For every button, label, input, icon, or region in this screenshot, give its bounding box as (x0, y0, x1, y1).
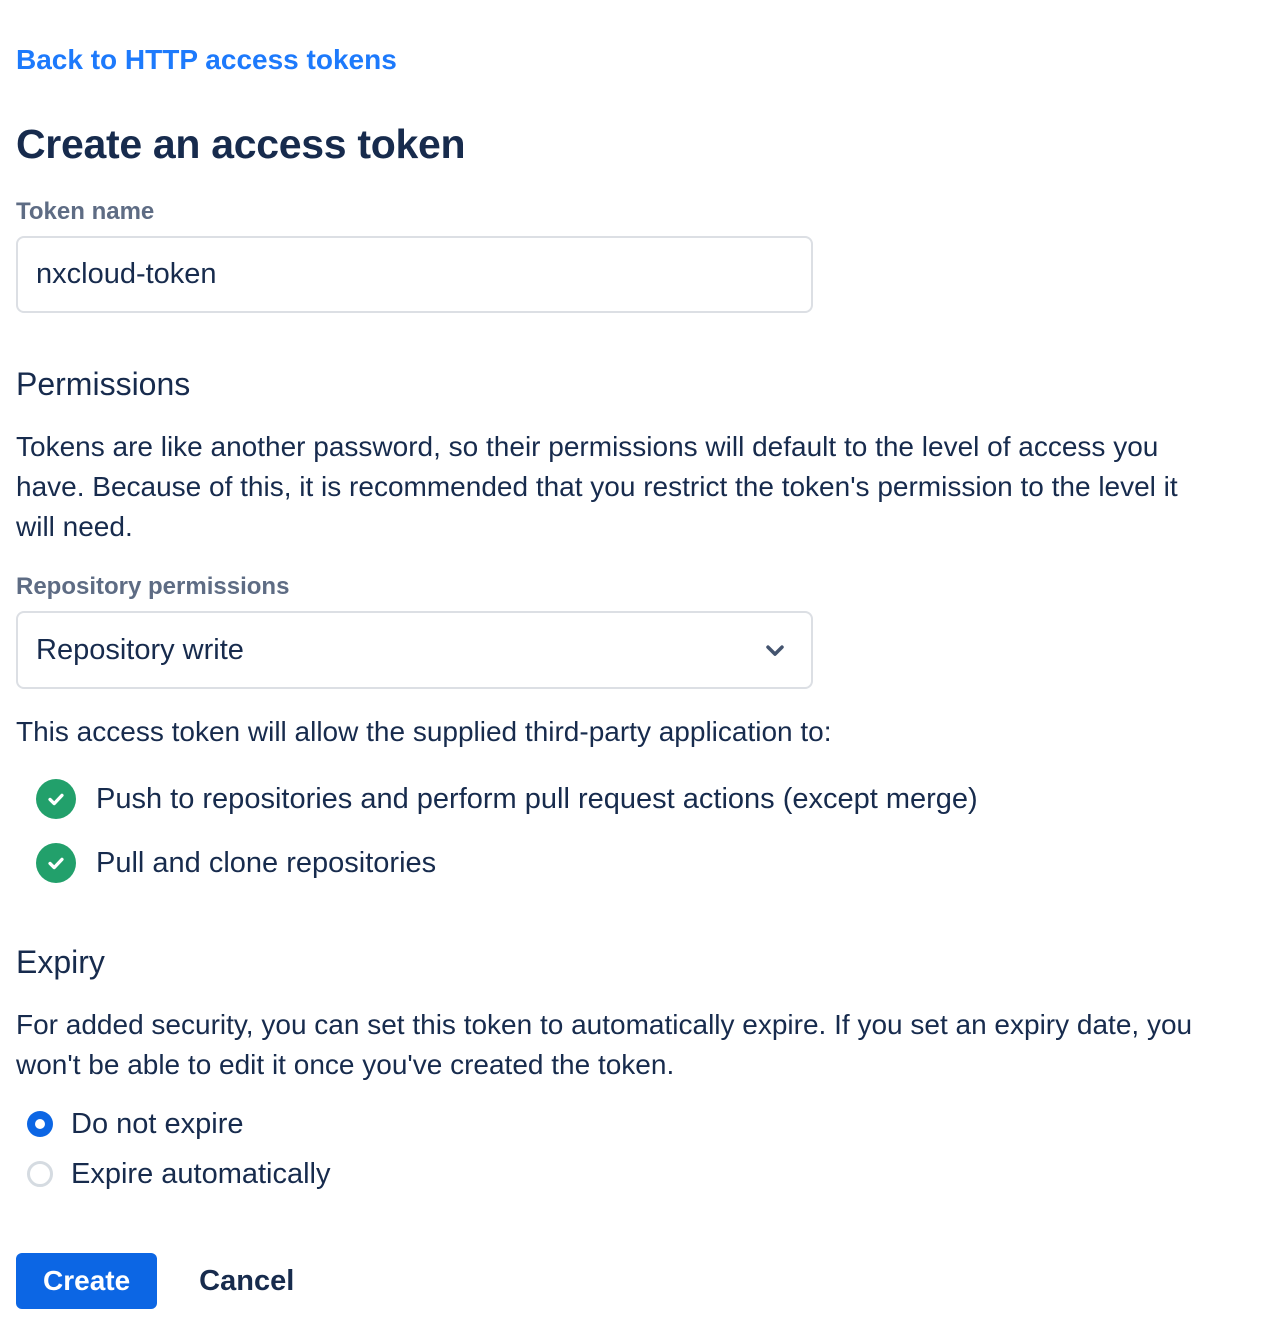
permissions-heading: Permissions (16, 366, 191, 402)
capability-label: Push to repositories and perform pull request actions (except merge) (96, 783, 978, 815)
create-button[interactable]: Create (16, 1253, 157, 1309)
permissions-description: Tokens are like another password, so their permissions will default to the level of access you have. Because of this, it is recommended that you restrict the token's permission to the level it will need. (16, 431, 1178, 542)
radio-label: Do not expire (71, 1108, 244, 1140)
capability-label: Pull and clone repositories (96, 847, 437, 879)
expiry-option-do-not-expire[interactable] (27, 1107, 1258, 1141)
repository-permissions-select[interactable] (16, 611, 813, 689)
back-link[interactable]: Back to HTTP access tokens (16, 44, 397, 75)
token-name-label: Token name (16, 198, 155, 225)
repository-permissions-selected-value: Repository write (36, 633, 244, 666)
cancel-button[interactable]: Cancel (199, 1264, 295, 1297)
repository-permissions-label: Repository permissions (16, 573, 290, 600)
radio-label: Expire automatically (71, 1158, 331, 1190)
expiry-description: For added security, you can set this token to automatically expire. If you set an expiry date, you won't be able to edit it once you've created the token. (16, 1009, 1193, 1080)
expiry-heading: Expiry (16, 944, 105, 980)
capability-item (36, 779, 1258, 819)
check-circle-icon (36, 843, 76, 883)
page-title: Create an access token (16, 121, 466, 167)
form-actions (16, 1253, 1258, 1309)
check-circle-icon (36, 779, 76, 819)
expiry-option-expire-automatically[interactable] (27, 1157, 1258, 1191)
chevron-down-icon (761, 636, 789, 664)
token-name-input[interactable] (16, 236, 813, 313)
radio-selected-icon[interactable] (27, 1111, 53, 1137)
capability-item (36, 843, 1258, 883)
radio-unselected-icon[interactable] (27, 1161, 53, 1187)
token-scope-intro: This access token will allow the supplied third-party application to: (16, 716, 832, 747)
